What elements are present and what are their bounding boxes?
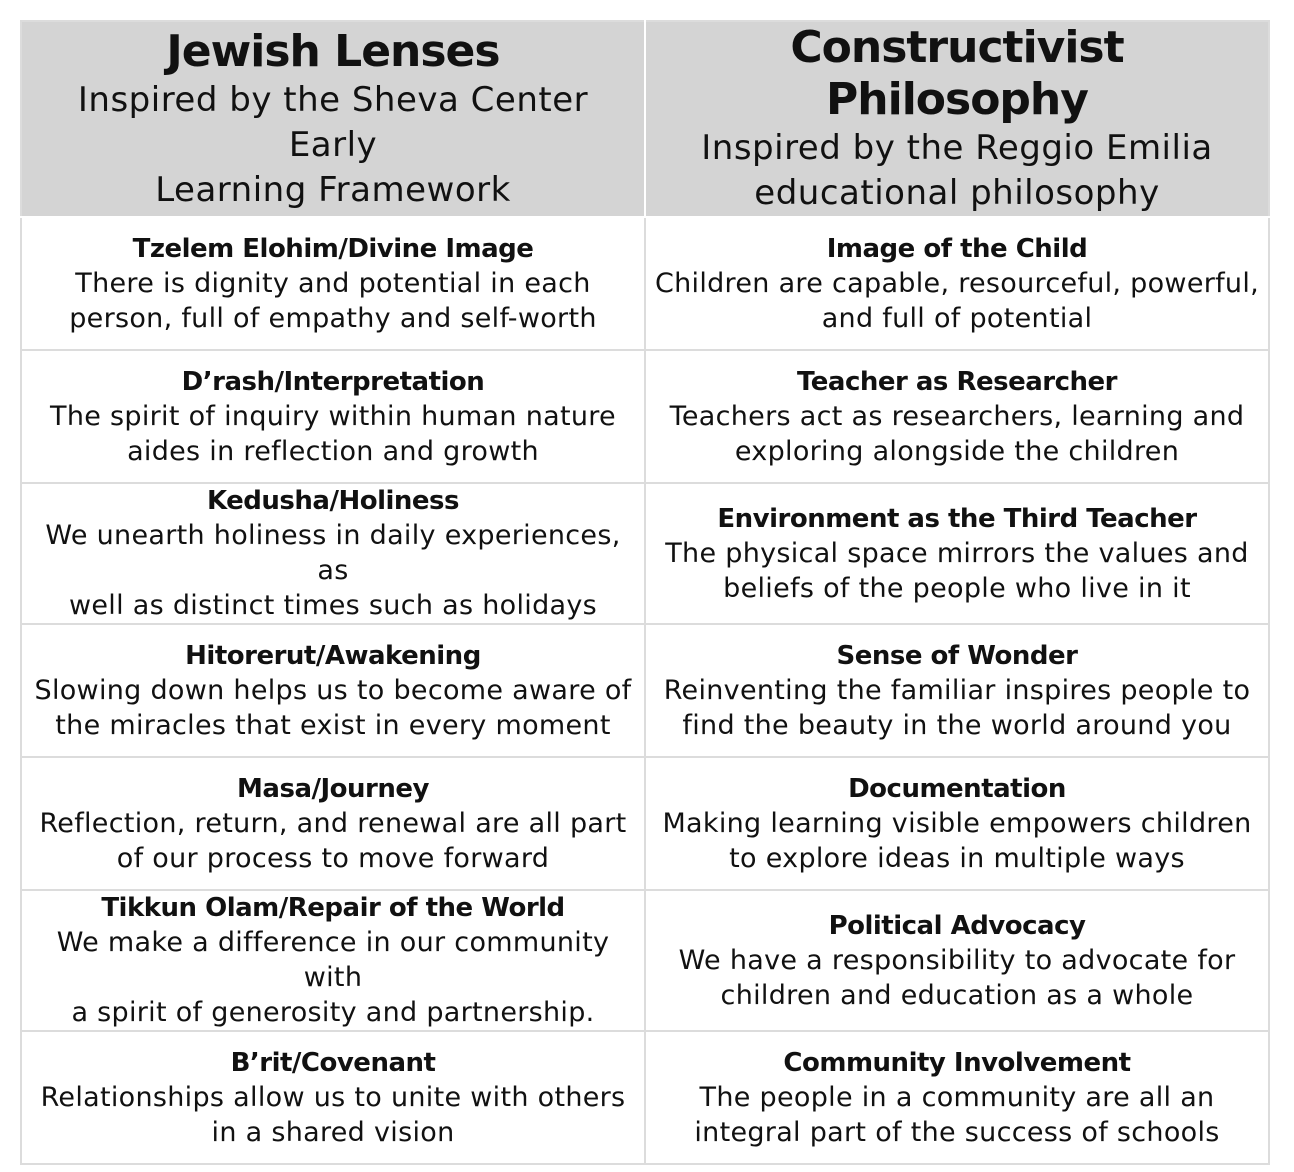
cell-text: find the beauty in the world around you [682,709,1232,741]
cell-text: Reflection, return, and renewal are all part [39,807,627,839]
table-row [21,1031,1269,1164]
cell-title: Tzelem Elohim/Divine Image [132,233,534,264]
cell-text: person, full of empathy and self-worth [69,302,597,334]
constructivist-cell [645,890,1269,1031]
cell-text: a spirit of generosity and partnership. [71,997,595,1028]
column-subtitle-line: Inspired by the Sheva Center Early [77,79,589,165]
cell-text: Reinventing the familiar inspires people to [663,674,1251,706]
constructivist-cell [645,217,1269,350]
constructivist-cell [645,483,1269,624]
table-row [21,350,1269,483]
cell-text: There is dignity and potential in each [75,267,591,299]
column-subtitle-line: Inspired by the Reggio Emilia [701,128,1213,168]
cell-text: to explore ideas in multiple ways [729,842,1185,874]
cell-text: Slowing down helps us to become aware of [34,674,632,706]
cell-title: Kedusha/Holiness [206,486,459,516]
jewish-lens-cell [21,624,645,757]
cell-text: Children are capable, resourceful, powerful, [654,267,1260,299]
cell-text: integral part of the success of schools [694,1116,1220,1148]
jewish-lens-cell [21,890,645,1031]
cell-title: Sense of Wonder [836,640,1078,671]
column-title: Jewish Lenses [166,25,500,77]
cell-text: Relationships allow us to unite with others [40,1081,626,1113]
comparison-table [20,20,1270,1165]
cell-text: the miracles that exist in every moment [55,709,611,741]
table-row [21,483,1269,624]
cell-text: of our process to move forward [116,842,550,874]
cell-title: Community Involvement [783,1047,1131,1078]
cell-title: Political Advocacy [828,910,1086,941]
cell-text: beliefs of the people who live in it [723,572,1191,604]
constructivist-cell [645,1031,1269,1164]
cell-text: The people in a community are all an [699,1081,1215,1113]
constructivist-cell [645,624,1269,757]
cell-title: Tikkun Olam/Repair of the World [101,893,565,923]
cell-text: The physical space mirrors the values and [665,537,1249,569]
cell-title: D’rash/Interpretation [181,366,485,397]
table-row [21,890,1269,1031]
column-subtitle-line: educational philosophy [754,173,1160,213]
cell-text: Making learning visible empowers children [662,807,1252,839]
header-jewish-lenses [21,21,645,217]
jewish-lens-cell [21,1031,645,1164]
cell-text: We unearth holiness in daily experiences, as [45,520,621,586]
jewish-lens-cell [21,350,645,483]
cell-text: exploring alongside the children [734,435,1180,467]
cell-text: We have a responsibility to advocate for [678,944,1236,976]
cell-text: in a shared vision [211,1116,455,1148]
table-row [21,757,1269,890]
cell-title: Teacher as Researcher [797,366,1117,397]
cell-text: and full of potential [821,302,1093,334]
cell-title: B’rit/Covenant [230,1047,436,1078]
jewish-lens-cell [21,757,645,890]
cell-title: Image of the Child [826,233,1088,264]
header-constructivist-philosophy [645,21,1269,217]
cell-text: children and education as a whole [720,979,1194,1011]
header-row [21,21,1269,217]
cell-title: Environment as the Third Teacher [717,503,1197,534]
cell-text: Teachers act as researchers, learning and [669,400,1245,432]
column-subtitle-line: Learning Framework [155,169,511,210]
constructivist-cell [645,350,1269,483]
table-row [21,217,1269,350]
constructivist-cell [645,757,1269,890]
cell-text: well as distinct times such as holidays [68,590,598,621]
cell-title: Hitorerut/Awakening [185,640,481,671]
cell-title: Masa/Journey [237,773,429,804]
table-row [21,624,1269,757]
table-body [21,217,1269,1164]
cell-text: The spirit of inquiry within human nature [50,400,616,432]
cell-text: We make a difference in our community with [56,927,610,993]
jewish-lens-cell [21,483,645,624]
column-title: Constructivist Philosophy [790,22,1124,125]
cell-title: Documentation [848,773,1066,804]
cell-text: aides in reflection and growth [127,435,539,467]
jewish-lens-cell [21,217,645,350]
table-header [21,21,1269,217]
